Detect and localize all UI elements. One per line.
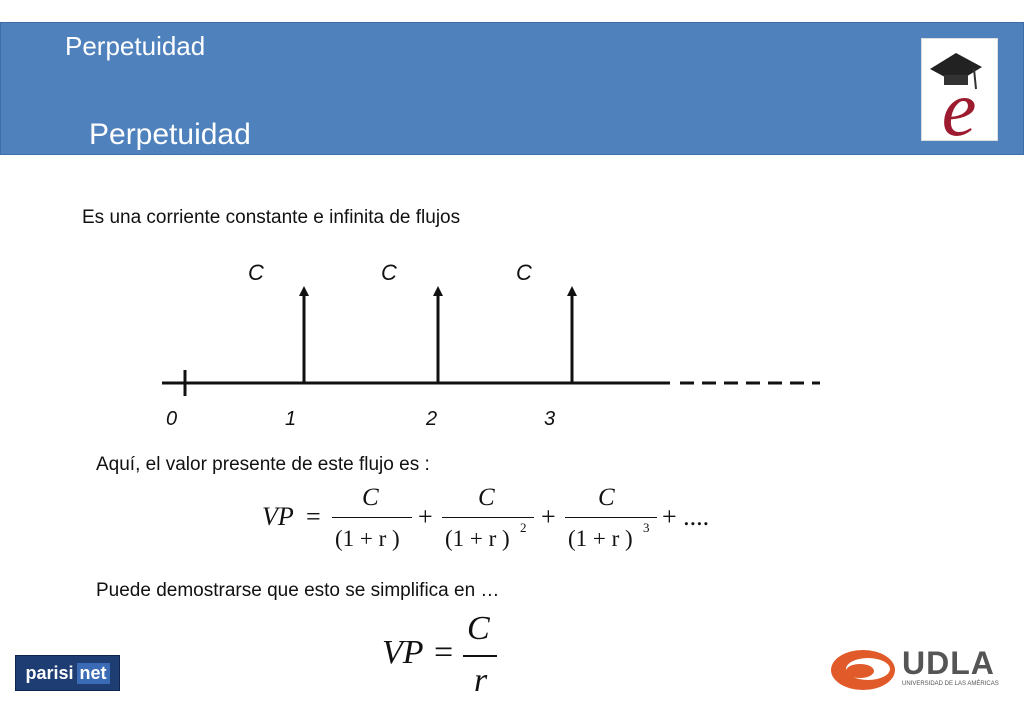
header-banner [0,22,1024,155]
formula1-num-1: C [362,484,379,511]
period-label-1: 1 [285,408,297,430]
cash-label-1: C [248,260,264,285]
series-continuation: + .... [662,502,710,531]
cash-label-3: C [516,260,532,285]
period-label-0: 0 [166,408,178,430]
udla-wordmark: UDLA [902,645,995,681]
fraction-bar-3 [565,517,657,518]
period-label-2: 2 [426,408,438,430]
fraction-bar-1 [332,517,412,518]
period-label-3: 3 [544,408,556,430]
plus-1: + [418,502,433,531]
header-subtitle: Perpetuidad [65,31,206,61]
parisinet-logo-part-b: net [77,663,110,684]
cashflow-arrow-1 [299,286,309,383]
fraction-bar-2 [442,517,534,518]
cashflow-timeline [0,250,1024,440]
formula1-num-3: C [598,484,615,511]
exponent-3: 3 [643,520,650,535]
formula1-num-2: C [478,484,495,511]
fraction-bar-main [463,655,497,657]
formula1-equals: = [306,502,321,531]
e-logo [921,38,998,141]
formula2-equals: = [434,634,454,671]
cashflow-arrow-3 [567,286,577,383]
slide-title: Perpetuidad [89,118,251,151]
formula2-numerator: C [467,610,490,647]
cash-label-2: C [381,260,397,285]
plus-2: + [541,502,556,531]
parisinet-logo [15,655,120,691]
formula1-lhs: VP [262,502,294,531]
description-line: Es una corriente constante e infinita de flujos [82,207,461,228]
formula2-denominator: r [474,662,488,699]
cashflow-arrow-2 [433,286,443,383]
udla-subtitle: UNIVERSIDAD DE LAS AMÉRICAS [902,681,999,687]
formula2-lhs: VP [382,634,424,671]
simplification-intro: Puede demostrarse que esto se simplifica en … [96,580,500,601]
udla-logo [830,645,1010,695]
formula1-den-3: (1 + r ) [568,526,633,551]
formula1-den-2: (1 + r ) [445,526,510,551]
logo-letter: e [941,65,977,140]
udla-swoosh-icon [830,647,900,693]
present-value-intro: Aquí, el valor presente de este flujo es : [96,454,430,475]
exponent-2: 2 [520,520,527,535]
parisinet-logo-part-a: parisi [25,662,74,683]
formula1-den-1: (1 + r ) [335,526,400,551]
